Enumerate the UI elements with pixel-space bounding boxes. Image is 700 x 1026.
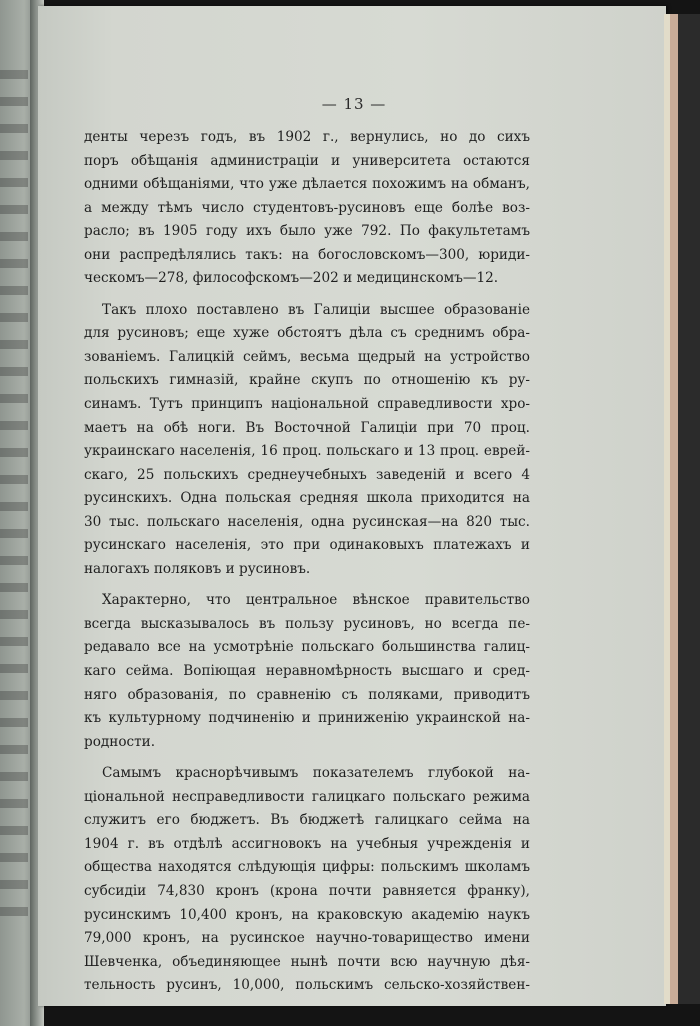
text-line: няго образованія, по сравненію съ поляками, приводитъ: [84, 686, 530, 703]
text-line: субсидіи 74,830 кронъ (крона почти равняется франку),: [84, 882, 530, 899]
book-cover-edge: [670, 14, 678, 1004]
text-line: налогахъ поляковъ и русиновъ.: [84, 560, 311, 577]
text-line: скаго, 25 польскихъ среднеучебныхъ заведеній и всего 4: [84, 466, 530, 483]
text-line: а между тѣмъ число студентовъ-русиновъ еще болѣе воз-: [84, 199, 530, 216]
text-line: русинскаго населенія, это при одинаковыхъ платежахъ и: [84, 537, 530, 554]
text-line: денты черезъ годъ, въ 1902 г., вернулись, но до сихъ: [84, 129, 530, 145]
text-line: русинскихъ. Одна польская средняя школа приходится на: [84, 490, 530, 507]
page-number: — 13 —: [321, 95, 387, 113]
text-line: маетъ на обѣ ноги. Въ Восточной Галиціи при 70 проц.: [84, 419, 530, 436]
text-line: расло; въ 1905 году ихъ было уже 792. По факультетамъ: [84, 223, 530, 240]
background-edge: [678, 14, 700, 1004]
text-line: Такъ плохо поставлено въ Галиціи высшее образованіе: [102, 301, 530, 318]
paragraph-3: [84, 589, 530, 754]
text-line: ціональной несправедливости галицкаго польскаго режима: [84, 788, 530, 805]
paragraph-2: [84, 299, 530, 582]
text-line: 30 тыс. польскаго населенія, одна русинская—на 820 тыс.: [84, 513, 530, 530]
text-line: ческомъ—278, философскомъ—202 и медицинскомъ—12.: [84, 270, 499, 287]
paragraph-4: [84, 762, 530, 997]
body-text: [84, 126, 530, 998]
paragraph-1: [84, 126, 530, 291]
text-line: синамъ. Тутъ принципъ національной справедливости хро-: [84, 396, 530, 413]
text-line: родности.: [84, 733, 156, 750]
text-line: редавало все на усмотрѣніе польскаго большинства галиц-: [84, 639, 530, 656]
text-line: Шевченка, объединяющее нынѣ почти всю научную дѣя-: [84, 953, 530, 970]
text-line: служитъ его бюджетъ. Въ бюджетѣ галицкаго сейма на: [84, 812, 530, 829]
text-line: 1904 г. въ отдѣлѣ ассигновокъ на учебныя учрежденія и: [84, 835, 530, 852]
text-line: польскихъ гимназій, крайне скупъ по отношенію къ ру-: [84, 372, 530, 389]
text-line: къ культурному подчиненію и приниженію украинской на-: [84, 710, 530, 727]
text-line: Самымъ краснорѣчивымъ показателемъ глубокой на-: [102, 765, 530, 782]
text-line: 79,000 кронъ, на русинское научно-товарищество имени: [84, 930, 530, 947]
text-line: для русиновъ; еще хуже обстоятъ дѣла съ среднимъ обра-: [84, 325, 530, 342]
text-line: поръ обѣщанія администраціи и университета остаются: [84, 152, 530, 169]
text-line: каго сейма. Вопіющая неравномѣрность высшаго и сред-: [84, 663, 530, 680]
text-line: украинскаго населенія, 16 проц. польскаго и 13 проц. еврей-: [84, 443, 530, 460]
text-line: общества находятся слѣдующія цифры: польскимъ школамъ: [84, 859, 530, 876]
text-line: Характерно, что центральное вѣнское правительство: [102, 592, 530, 609]
facing-page-text-shadow: [0, 70, 28, 930]
text-line: зованіемъ. Галицкій сеймъ, весьма щедрый на устройство: [84, 348, 530, 365]
text-line: русинскимъ 10,400 кронъ, на краковскую академію наукъ: [84, 906, 530, 923]
text-line: всегда высказывалось въ пользу русиновъ, но всегда пе-: [84, 615, 530, 632]
text-line: одними обѣщаніями, что уже дѣлается похожимъ на обманъ,: [84, 176, 530, 193]
text-line: тельность русинъ, 10,000, польскимъ сельско-хозяйствен-: [84, 977, 530, 994]
text-line: они распредѣлялись такъ: на богословскомъ—300, юриди-: [84, 246, 530, 263]
